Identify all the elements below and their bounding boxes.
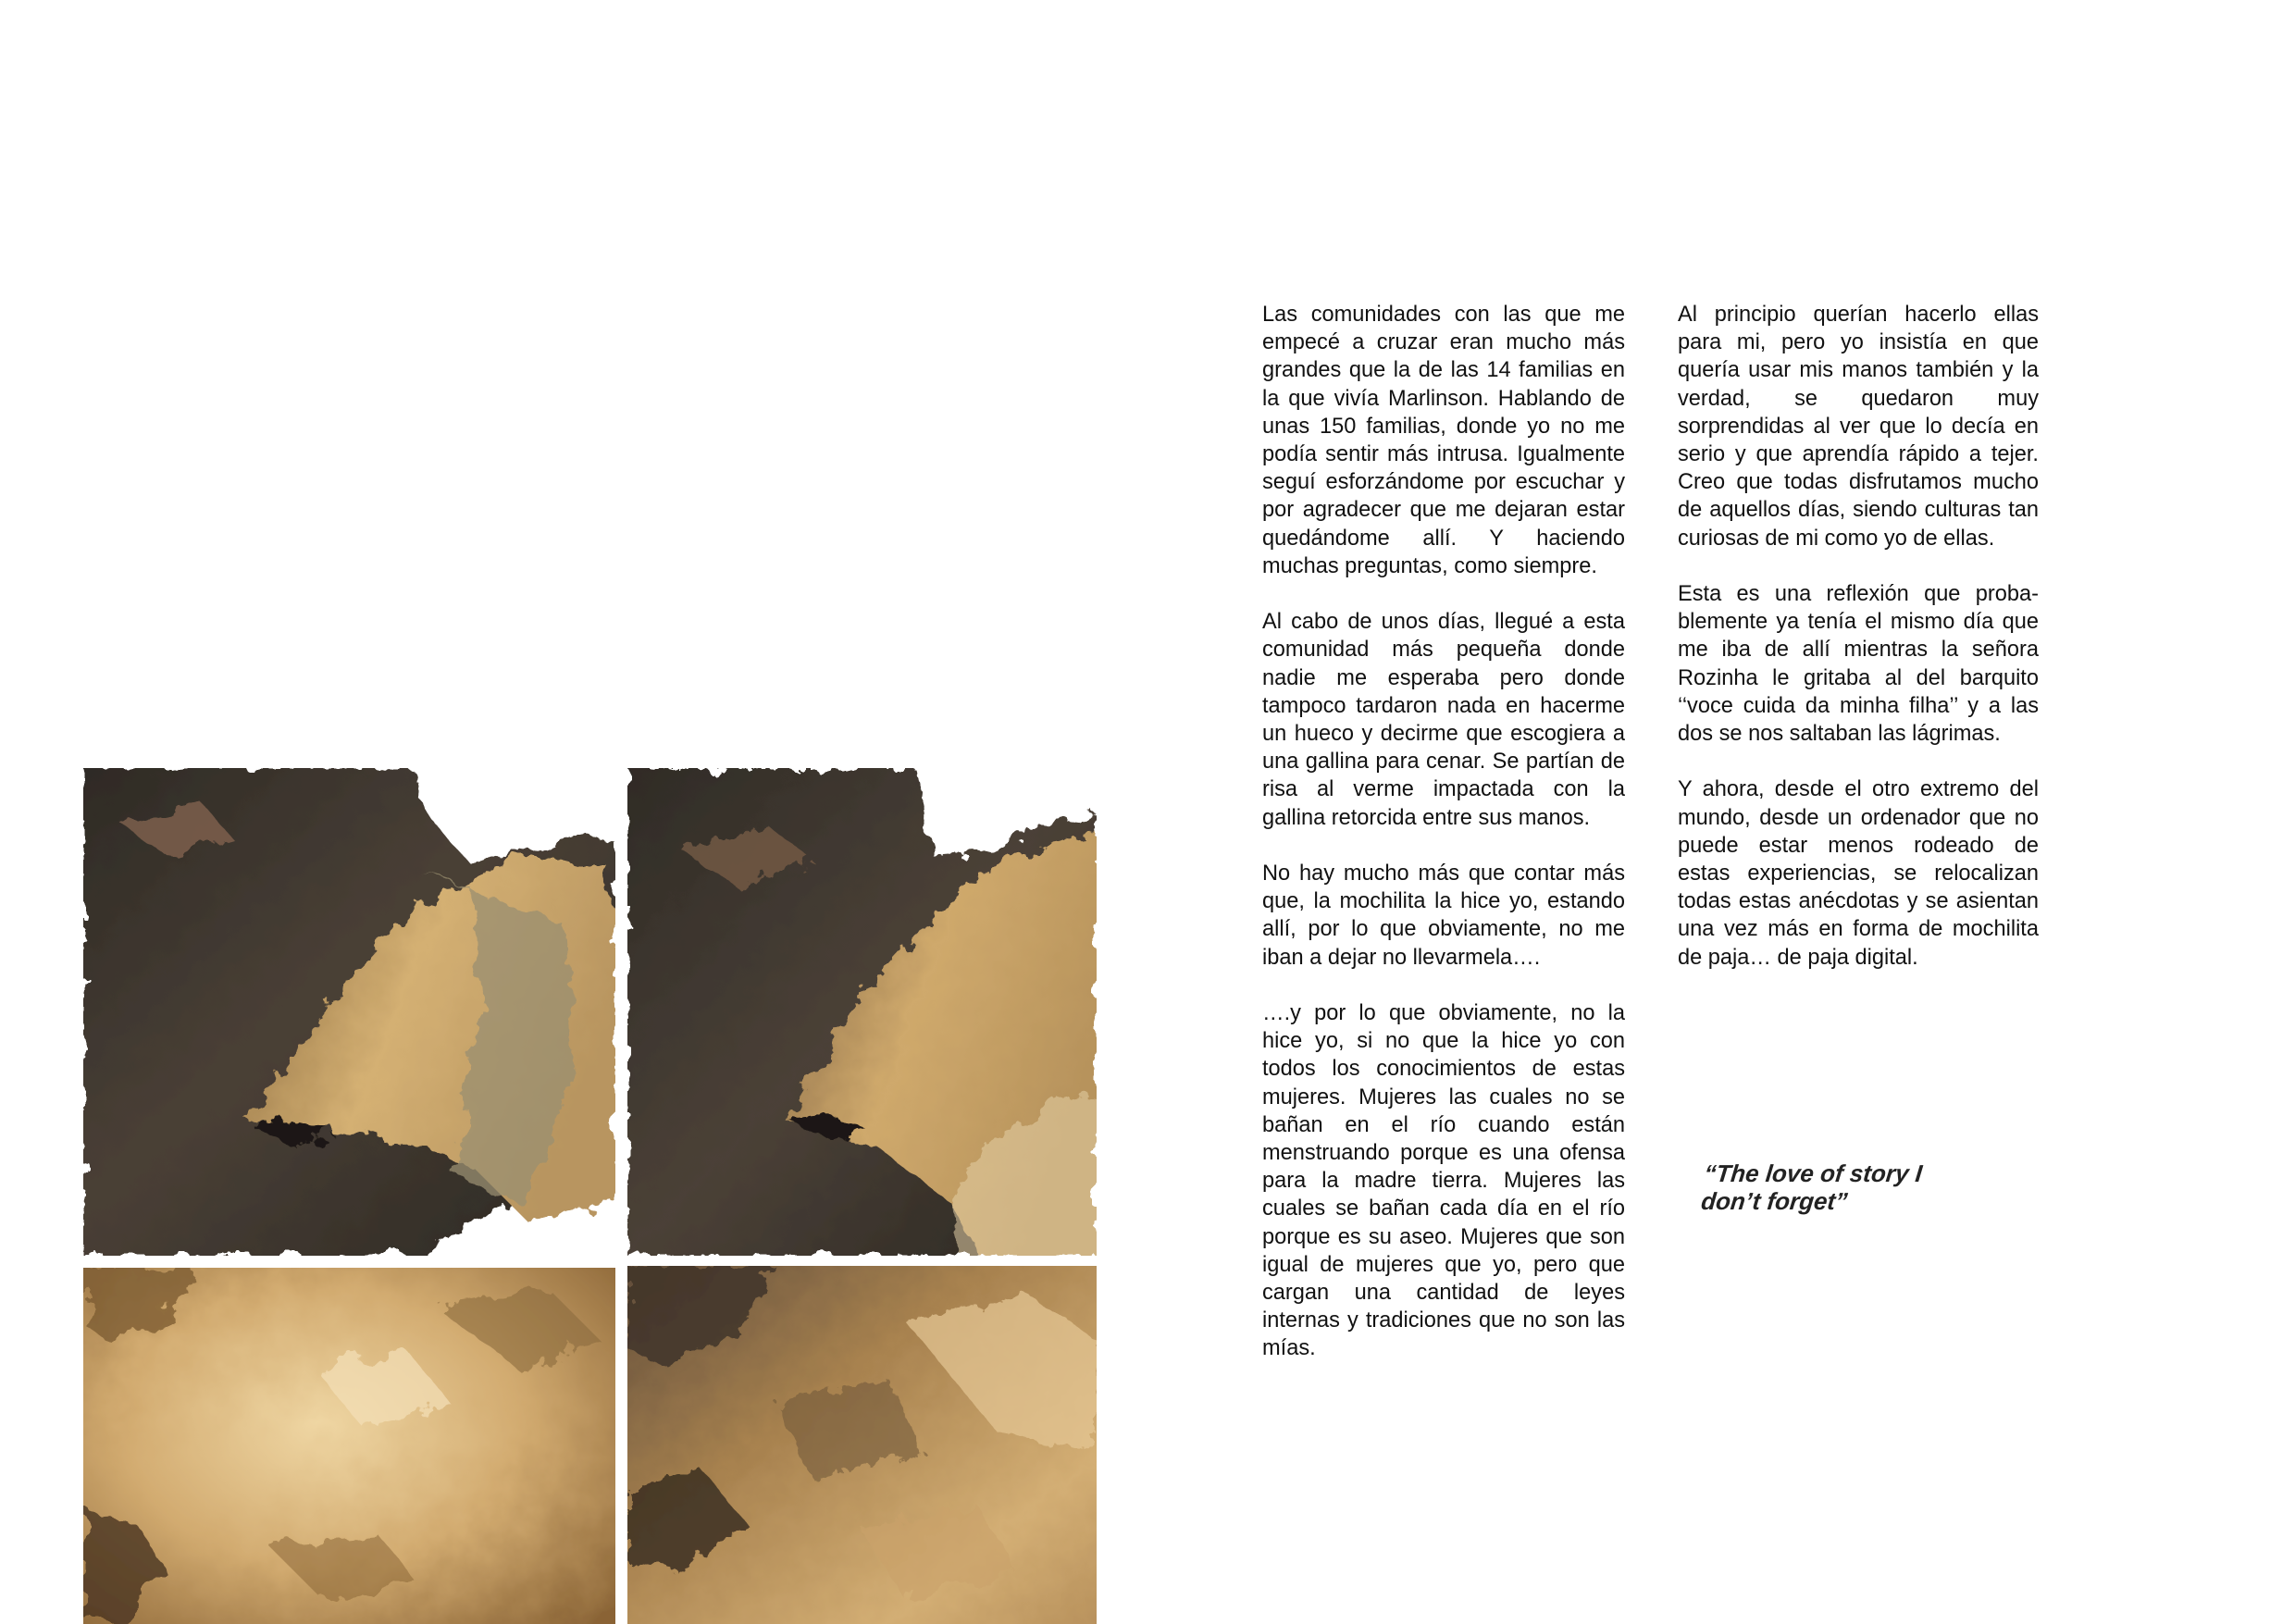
body-text-column-left: [1262, 301, 1625, 1391]
paragraph: Al principio querían hacerlo ellas para mi, pero yo insistía en que quería usar mis manos también y la verdad, se quedaron muy sorprendidas al ver que lo decía en serio y que aprendía rápido a tejer. Creo que todas disfrutamos mucho de aquellos días, siendo culturas tan curiosas de mi como yo de ellas.: [1678, 303, 2039, 551]
straw-bag-image-bottom-left: [83, 1268, 615, 1624]
paragraph: Al cabo de unos días, llegué a esta comunidad más pequeña donde nadie me esperaba pero donde tampoco tardaron nada en hacerme un hueco y decirme que escogiera a una gallina para cenar. Se partían de risa al verme impactada con la gallina retorcida entre sus manos.: [1262, 610, 1625, 830]
paragraph: Y ahora, desde el otro extremo del mundo, desde un ordenador que no puede estar menos rodeado de estas experiencias, se relocalizan todas estas anécdotas y se asientan una vez más en forma de mochilita de paja… de paja digital.: [1678, 777, 2039, 970]
straw-bag-image-top-left: [83, 768, 615, 1256]
paragraph: ….y por lo que obviamente, no la hice yo, si no que la hice yo con todos los conocimientos de estas mujeres. Mujeres las cuales no se bañan en el río cuando están menstruando porque es una ofensa para la madre tierra. Mujeres las cuales se bañan cada día en el río porque es su aseo. Mujeres que son igual de mujeres que yo, pero que cargan una cantidad de leyes internas y tradiciones que no son las mías.: [1262, 1001, 1625, 1361]
body-text-column-right: [1678, 301, 2039, 999]
straw-bag-image-top-right: [627, 768, 1097, 1256]
straw-bag-image-bottom-right: [627, 1266, 1097, 1624]
pull-quote-line-2: don’t forget”: [1699, 1187, 1849, 1215]
paragraph: Las comunidades con las que me empecé a cruzar eran mucho más grandes que la de las 14 familias en la que vivía Marlinson. Hablando de unas 150 familias, donde yo no me podía sentir más intrusa. Igualmente seguí esforzándome por escuchar y por agradecer que me dejaran estar quedándome allí. Y haciendo muchas preguntas, como siempre.: [1262, 303, 1625, 578]
paragraph: Esta es una reflexión que probablemente ya tenía el mismo día que me iba de allí mientras la señora Rozinha le gritaba al del barquito ‘‘voce cuida da minha filha’’ y a las dos se nos saltaban las lágrimas.: [1678, 582, 2039, 747]
pull-quote-line-1: “The love of story I: [1703, 1159, 1924, 1187]
paragraph: No hay mucho más que contar más que, la mochilita la hice yo, estando allí, por lo que obviamente, no me iban a dejar no llevarmela….: [1262, 862, 1625, 970]
pull-quote: [1700, 1159, 2002, 1215]
